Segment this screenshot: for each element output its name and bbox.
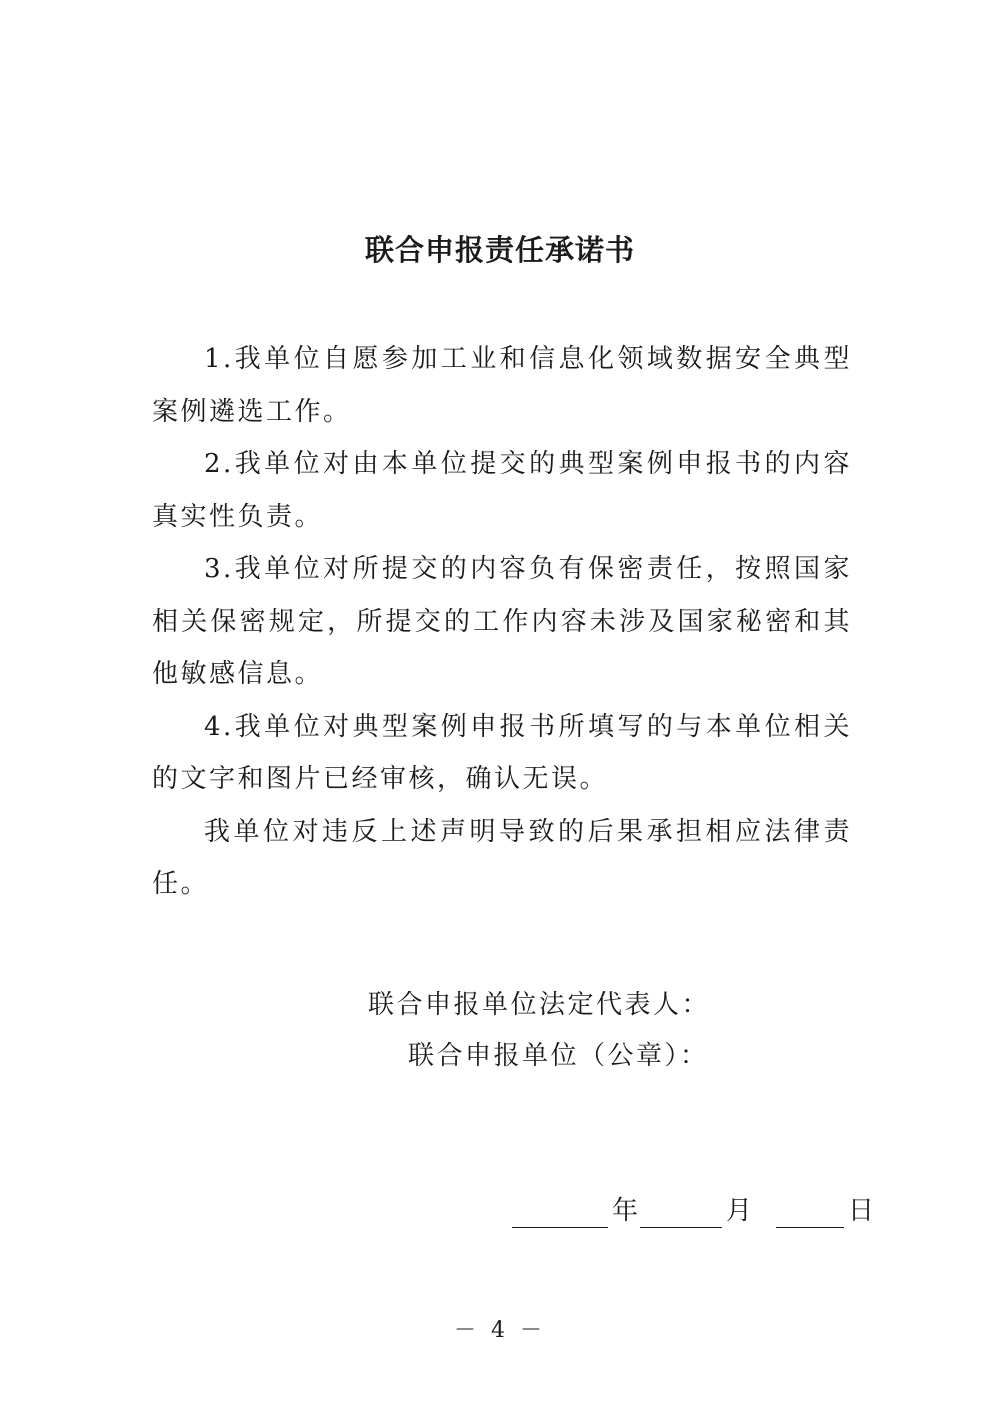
year-blank [512, 1197, 608, 1228]
date-line [512, 1194, 876, 1228]
unit-seal-label: 联合申报单位（公章）： [408, 1041, 709, 1071]
day-blank [776, 1197, 844, 1228]
paragraph-2: 2.我单位对由本单位提交的典型案例申报书的内容真实性负责。 [152, 449, 852, 532]
year-label: 年 [612, 1196, 639, 1226]
paragraph-1: 1.我单位自愿参加工业和信息化领域数据安全典型案例遴选工作。 [152, 344, 852, 427]
page-number: － 4 － [454, 1318, 546, 1343]
paragraph-4: 4.我单位对典型案例申报书所填写的与本单位相关的文字和图片已经审核，确认无误。 [152, 711, 852, 794]
paragraph-3: 3.我单位对所提交的内容负有保密责任，按照国家相关保密规定，所提交的工作内容未涉及国家秘密和其他敏感信息。 [152, 554, 852, 689]
month-label: 月 [726, 1196, 753, 1226]
representative-label: 联合申报单位法定代表人： [368, 990, 711, 1020]
paragraph-declaration: 我单位对违反上述声明导致的后果承担相应法律责任。 [152, 816, 852, 899]
document-title: 联合申报责任承诺书 [364, 233, 635, 267]
month-blank [640, 1197, 722, 1228]
document-body [152, 333, 852, 911]
day-label: 日 [848, 1196, 875, 1226]
